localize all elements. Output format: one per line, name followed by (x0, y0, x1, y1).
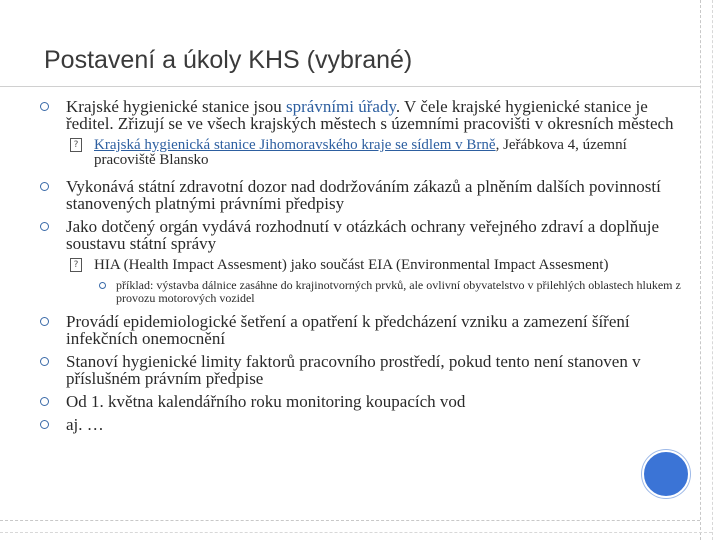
bullet-text: Krajské hygienické stanice jsou (66, 97, 286, 116)
bullet-circle-icon (40, 102, 49, 111)
bullet-text: Stanoví hygienické limity faktorů pracovního prostředí, pokud tento není stanoven v příslušném právním předpise (66, 352, 641, 388)
decorative-circle-icon (642, 450, 690, 498)
bullet-item (40, 313, 686, 347)
sub-bullet-marker: ? (70, 138, 82, 152)
bullet-text: Provádí epidemiologické šetření a opatření k předcházení vzniku a zamezení šíření infekčních onemocnění (66, 312, 630, 348)
bullet-item (40, 178, 686, 212)
bullet-text: Jako dotčený orgán vydává rozhodnutí v otázkách ochrany veřejného zdraví a doplňuje soustavu státní správy (66, 217, 660, 253)
bullet-circle-icon (40, 357, 49, 366)
bullet-item (40, 353, 686, 387)
bullet-circle-icon (40, 317, 49, 326)
slide-border (0, 532, 712, 533)
bullet-item (40, 98, 686, 132)
bullet-text: . V čele krajské hygienické stanice je ředitel. Zřizují se ve všech krajských městech s územními pracovišti v okresních městech (66, 97, 674, 133)
sub-bullet-item (40, 138, 686, 168)
sub-bullet-text: , Jeřábkova 4, územní pracoviště Blansko (94, 137, 627, 168)
highlighted-term: správními úřady (286, 97, 396, 116)
sub-bullet-marker: ? (70, 258, 82, 272)
slide-content (40, 98, 686, 433)
khs-brno-link[interactable]: Krajská hygienická stanice Jihomoravského kraje se sídlem v Brně (94, 137, 496, 153)
sub-sub-bullet-text: příklad: výstavba dálnice zasáhne do krajinotvorných prvků, ale ovlivní obyvatelstvo v přilehlých oblastech hlukem z provozu motorových vozidel (116, 278, 681, 305)
sub-sub-bullet-item (40, 279, 686, 305)
slide-border (700, 0, 701, 540)
bullet-circle-icon (99, 282, 106, 289)
sub-bullet-item (40, 258, 686, 273)
bullet-circle-icon (40, 397, 49, 406)
bullet-text: aj. … (66, 415, 104, 434)
bullet-item (40, 393, 686, 410)
title-divider (0, 86, 700, 87)
slide-border (712, 0, 713, 540)
slide-border (0, 520, 700, 521)
bullet-text: Vykonává státní zdravotní dozor nad dodržováním zákazů a plněním dalších povinností stanovených platnými právními předpisy (66, 177, 661, 213)
bullet-circle-icon (40, 222, 49, 231)
sub-bullet-text: HIA (Health Impact Assesment) jako součást EIA (Environmental Impact Assesment) (94, 257, 609, 273)
bullet-item (40, 218, 686, 252)
bullet-item (40, 416, 686, 433)
slide-title: Postavení a úkoly KHS (vybrané) (44, 46, 413, 74)
bullet-circle-icon (40, 420, 49, 429)
bullet-text: Od 1. května kalendářního roku monitoring koupacích vod (66, 392, 466, 411)
bullet-circle-icon (40, 182, 49, 191)
